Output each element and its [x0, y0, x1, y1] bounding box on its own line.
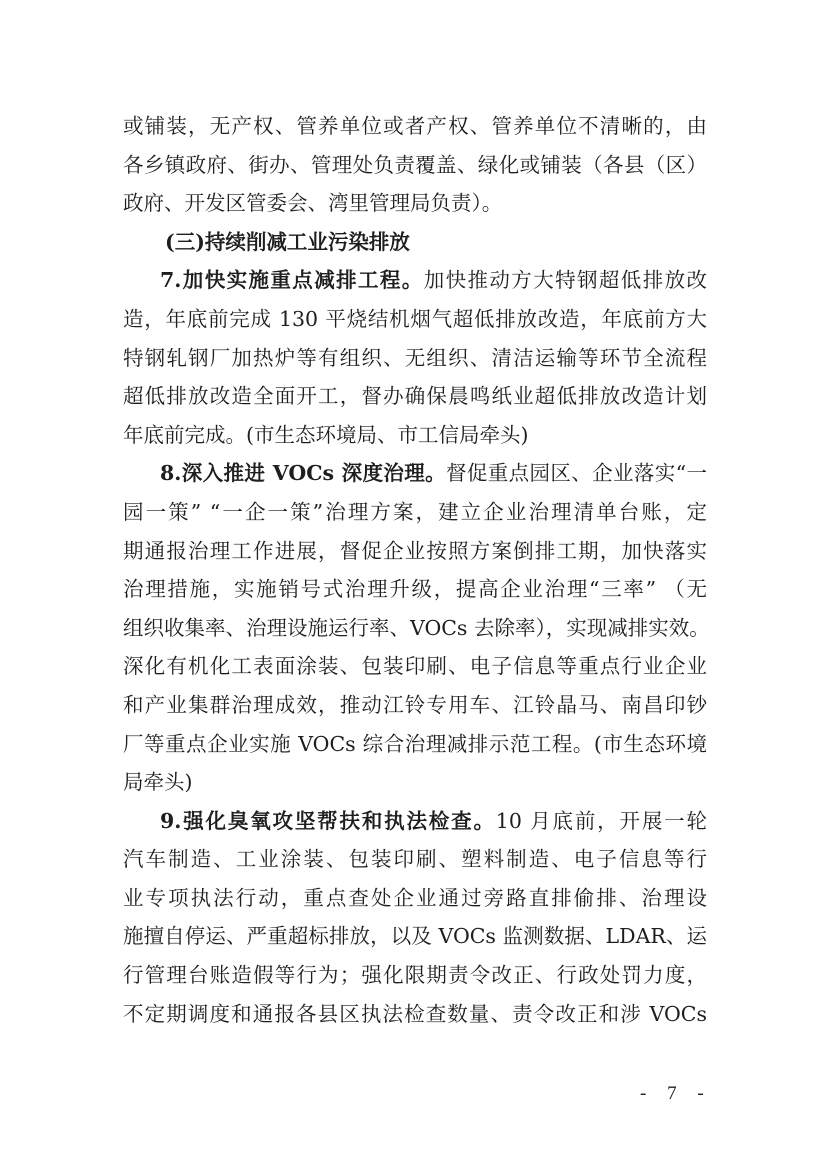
item-lead: 7.加快实施重点减排工程。 — [160, 268, 424, 293]
page-number: - 7 - — [640, 1083, 712, 1104]
paragraph-continuation — [123, 107, 707, 223]
text-line: 施擅自停运、严重超标排放，以及 VOCs 监测数据、LDAR、运 — [123, 924, 707, 949]
text-line: 园一策” “一企一策”治理方案，建立企业治理清单台账，定 — [123, 499, 707, 524]
paragraph-item-7 — [123, 261, 707, 454]
text-line: 和产业集群治理成效，推动江铃专用车、江铃晶马、南昌印钞 — [123, 692, 707, 717]
text-line: 局牵头) — [123, 770, 193, 795]
text-line: 深化有机化工表面涂装、包装印刷、电子信息等重点行业企业 — [123, 654, 707, 679]
text-line: 超低排放改造全面开工，督办确保晨鸣纸业超低排放改造计划 — [123, 384, 707, 409]
text-line: 特钢轧钢厂加热炉等有组织、无组织、清洁运输等环节全流程 — [123, 345, 707, 370]
text-line: 或铺装，无产权、管养单位或者产权、管养单位不清晰的，由 — [123, 114, 707, 138]
text-line: 造，年底前完成 130 平烧结机烟气超低排放改造，年底前方大 — [123, 306, 707, 331]
text-line: 政府、开发区管委会、湾里管理局负责）。 — [123, 191, 503, 216]
paragraph-item-9 — [123, 802, 707, 1034]
text-line: 治理措施，实施销号式治理升级，提高企业治理“三率” （无 — [123, 577, 707, 602]
text-line: 行管理台账造假等行为；强化限期责令改正、行政处罚力度， — [123, 963, 707, 988]
section-heading: (三)持续削减工业污染排放 — [165, 229, 410, 254]
text-line — [123, 454, 707, 493]
text-line: 汽车制造、工业涂装、包装印刷、塑料制造、电子信息等行 — [123, 847, 707, 872]
text-line: 业专项执法行动，重点查处企业通过旁路直排偷排、治理设 — [123, 885, 707, 910]
text-line — [123, 802, 707, 841]
item-text: 加快推动方大特钢超低排放改 — [423, 268, 707, 293]
text-line — [123, 261, 707, 300]
paragraph-item-8 — [123, 454, 710, 801]
text-line: 年底前完成。(市生态环境局、市工信局牵头) — [123, 422, 529, 447]
item-text: 10 月底前，开展一轮 — [495, 808, 707, 833]
text-line: 不定期调度和通报各县区执法检查数量、责令改正和涉 VOCs — [123, 1001, 707, 1026]
item-text: 督促重点园区、企业落实“一 — [445, 461, 708, 486]
text-line: 各乡镇政府、街办、管理处负责覆盖、绿化或铺装（各县（区） — [123, 152, 707, 177]
item-lead: 8.深入推进 VOCs 深度治理。 — [160, 461, 446, 486]
item-lead: 9.强化臭氧攻坚帮扶和执法检查。 — [160, 808, 496, 833]
text-line: 组织收集率、治理设施运行率、VOCs 去除率），实现减排实效。 — [123, 615, 710, 640]
text-line: 期通报治理工作进展，督促企业按照方案倒排工期，加快落实 — [123, 538, 707, 563]
text-line: 厂等重点企业实施 VOCs 综合治理减排示范工程。(市生态环境 — [123, 731, 707, 756]
document-page — [123, 107, 710, 1033]
